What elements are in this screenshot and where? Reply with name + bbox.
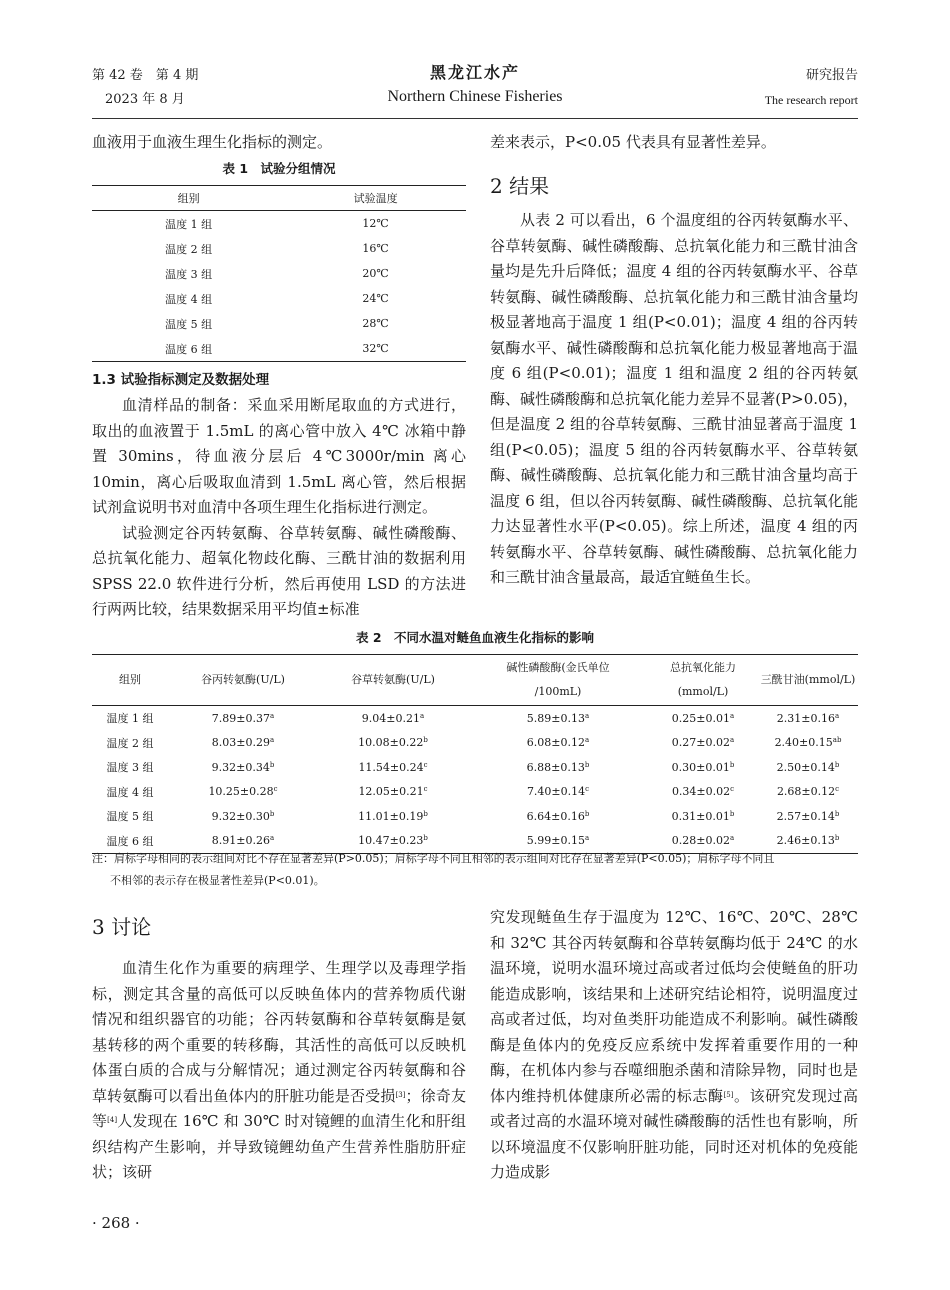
value: 7.89±0.37 <box>211 711 270 725</box>
table1-cell: 温度 2 组 <box>165 242 213 256</box>
value-cell <box>318 804 468 829</box>
table-row <box>92 731 858 756</box>
superscript: a <box>730 834 735 843</box>
value: 0.31±0.01 <box>671 809 730 823</box>
text-run: 究发现鲢鱼生存于温度为 12℃、16℃、20℃、28℃ 和 32℃ 其谷丙转氨酶和谷草转氨酶均低于 24℃ 的水温环境，说明水温环境过高或者过低均会使鲢鱼的肝功能造成影响，该结果和上述研究结论相符，说明温度过高或者过低，均对鱼类肝功能造成不利影响。碱性磷酸酶是鱼体内的免疫反应系统中发挥着重要作用的一种酶，在机体内参与吞噬细胞杀菌和清除异物，同时也是体内维持机体健康所必需的标志酶 <box>490 908 858 1105</box>
table2-header-tac <box>648 655 758 706</box>
value-cell <box>168 755 318 780</box>
value-cell <box>318 731 468 756</box>
value-cell <box>648 706 758 731</box>
value: 8.03±0.29 <box>211 736 270 750</box>
group-cell: 温度 5 组 <box>106 810 154 824</box>
header-line: (mmol/L) <box>677 685 729 698</box>
table-row <box>92 286 466 311</box>
header-line: /100mL) <box>534 685 582 698</box>
table-row <box>92 755 858 780</box>
value-cell <box>468 780 648 805</box>
table-row <box>92 236 466 261</box>
superscript: b <box>423 736 428 745</box>
superscript: b <box>834 760 840 769</box>
superscript: b <box>584 809 590 818</box>
value-cell <box>758 706 858 731</box>
subsection-heading: 1.3 试验指标测定及数据处理 <box>92 372 270 388</box>
superscript: c <box>730 785 735 794</box>
table-row <box>92 261 466 286</box>
table2-header-group: 组别 <box>92 655 168 706</box>
superscript: a <box>730 711 735 720</box>
table1-cell: 28℃ <box>362 317 389 330</box>
citation: [3] <box>395 1090 406 1099</box>
volume-issue: 第 42 卷 第 4 期 <box>92 68 199 83</box>
value: 5.99±0.15 <box>526 834 585 848</box>
table1-cell: 温度 6 组 <box>92 336 285 362</box>
value: 11.54±0.24 <box>358 760 424 774</box>
discussion-right <box>490 905 858 1186</box>
table2-header-alt: 谷丙转氨酶(U/L) <box>168 655 318 706</box>
superscript: c <box>835 785 840 794</box>
superscript: b <box>269 760 275 769</box>
superscript: c <box>423 760 428 769</box>
paragraph: 从表 2 可以看出，6 个温度组的谷丙转氨酶水平、谷草转氨酶、碱性磷酸酶、总抗氧化能力和三酰甘油含量均是先升后降低；温度 4 组的谷丙转氨酶水平、谷草转氨酶、碱性磷酸酶、总抗氧化能力和三酰甘油含量均极显著地高于温度 1 组(P<0.01)；温度 4 组的谷丙转氨酶水平、碱性磷酸酶和总抗氧化能力极显著地高于温度 6 组(P<0.01)；温度 1 组和温度 2 组的谷丙转氨酶、碱性磷酸酶和总抗氧化能力差异不显著(P>0.05)，但是温度 2 组的谷草转氨酶、三酰甘油显著高于温度 1 组(P<0.05)；温度 5 组的谷丙转氨酶水平、谷草转氨酶、碱性磷酸酶、总抗氧化能力和三酰甘油含量均高于温度 6 组，但以谷丙转氨酶、碱性磷酸酶、总抗氧化能力达显著性水平(P<0.05)。综上所述，温度 4 组的丙转氨酶水平、谷草转氨酶、碱性磷酸酶、总抗氧化能力和三酰甘油含量最高，最适宜鲢鱼生长。 <box>490 211 858 586</box>
value-cell <box>318 755 468 780</box>
table1-caption: 表 1 试验分组情况 <box>222 161 336 176</box>
superscript: a <box>585 711 590 720</box>
section-heading-results: 2 结果 <box>490 174 550 198</box>
value-cell <box>468 804 648 829</box>
table1-cell: 12℃ <box>362 217 389 230</box>
value: 5.89±0.13 <box>526 711 585 725</box>
value: 0.30±0.01 <box>671 760 730 774</box>
right-top-line: 差来表示，P<0.05 代表具有显著性差异。 <box>490 133 776 151</box>
value-cell <box>758 731 858 756</box>
text-run: 人发现在 16℃ 和 30℃ 时对镜鲤的血清生化和肝组织结构产生影响，并导致镜鲤幼鱼产生营养性脂肪肝症状；该研 <box>92 1112 466 1181</box>
value: 6.64±0.16 <box>526 809 585 823</box>
table2 <box>92 654 858 854</box>
value: 8.91±0.26 <box>211 834 270 848</box>
value-cell <box>758 755 858 780</box>
table1-cell: 32℃ <box>285 336 466 362</box>
value: 6.88±0.13 <box>526 760 585 774</box>
paragraph <box>92 956 466 1186</box>
superscript: a <box>835 711 840 720</box>
table1-cell: 温度 3 组 <box>165 267 213 281</box>
group-cell: 温度 3 组 <box>106 761 154 775</box>
superscript: b <box>269 809 275 818</box>
value: 10.47±0.23 <box>358 834 424 848</box>
table2-caption: 表 2 不同水温对鲢鱼血液生化指标的影响 <box>355 630 595 645</box>
value-cell <box>168 706 318 731</box>
value: 10.25±0.28 <box>208 785 274 799</box>
table1-cell: 24℃ <box>362 292 389 305</box>
superscript: b <box>729 760 735 769</box>
value: 9.32±0.34 <box>211 760 270 774</box>
group-cell: 温度 4 组 <box>106 785 154 799</box>
header-line: 总抗氧化能力 <box>670 661 736 674</box>
superscript: c <box>585 785 590 794</box>
value: 0.28±0.02 <box>671 834 730 848</box>
header-rule <box>92 118 858 119</box>
paragraph <box>490 905 858 1186</box>
superscript: b <box>834 809 840 818</box>
superscript: b <box>584 760 590 769</box>
superscript: a <box>585 736 590 745</box>
paragraph: 血清样品的制备：采血采用断尾取血的方式进行，取出的血液置于 1.5mL 的离心管中放入 4℃ 冰箱中静置 30mins，待血液分层后 4℃3000r/min 离心 10min，离心后吸取血清到 1.5mL 离心管，然后根据试剂盒说明书对血清中各项生理生化指标进行测定。 <box>92 396 466 516</box>
publication-date: 2023 年 8 月 <box>105 92 185 107</box>
superscript: a <box>270 711 275 720</box>
superscript: b <box>729 809 735 818</box>
left-top-body <box>92 393 466 623</box>
superscript: a <box>585 834 590 843</box>
discussion-left <box>92 956 466 1186</box>
table1 <box>92 185 466 362</box>
table1-header-group: 组别 <box>92 186 285 211</box>
table2-header-alp <box>468 655 648 706</box>
value: 2.50±0.14 <box>776 760 835 774</box>
value: 7.40±0.14 <box>526 785 586 799</box>
table2-header-ast: 谷草转氨酶(U/L) <box>318 655 468 706</box>
value-cell <box>468 731 648 756</box>
value: 0.27±0.02 <box>671 736 730 750</box>
value-cell <box>648 804 758 829</box>
note-line: 不相邻的表示存在极显著性差异(P<0.01)。 <box>110 874 325 887</box>
value: 0.25±0.01 <box>671 711 730 725</box>
table1-cell: 温度 5 组 <box>165 317 213 331</box>
value-cell <box>758 804 858 829</box>
table1-cell: 温度 1 组 <box>165 217 213 231</box>
results-body <box>490 208 858 591</box>
value: 2.40±0.15 <box>774 736 833 750</box>
page-number: · 268 · <box>92 1214 140 1232</box>
value: 11.01±0.19 <box>358 809 424 823</box>
value: 2.57±0.14 <box>776 809 835 823</box>
text-run: 。该研究发现过高或者过高的水温环境对碱性磷酸酶的活性也有影响，所以环境温度不仅影响肝脏功能，同时还对机体的免疫能力造成影 <box>490 1086 858 1181</box>
citation: [5] <box>723 1090 734 1099</box>
superscript: b <box>423 809 428 818</box>
value-cell <box>758 780 858 805</box>
superscript: a <box>270 736 275 745</box>
superscript: a <box>420 711 425 720</box>
table1-cell: 温度 4 组 <box>165 292 213 306</box>
value-cell <box>468 706 648 731</box>
group-cell: 温度 2 组 <box>106 736 154 750</box>
note-line: 注：肩标字母相同的表示组间对比不存在显著差异(P>0.05)；肩标字母不同且相邻的表示组间对比存在显著差异(P<0.05)；肩标字母不同且 <box>92 852 775 865</box>
value: 12.05±0.21 <box>358 785 424 799</box>
section-info <box>765 64 858 112</box>
value-cell <box>648 755 758 780</box>
table2-note <box>92 848 858 892</box>
citation: [4] <box>107 1116 118 1124</box>
superscript: c <box>423 785 428 794</box>
value-cell <box>318 706 468 731</box>
table2-header-tg: 三酰甘油(mmol/L) <box>758 655 858 706</box>
superscript: b <box>834 834 840 843</box>
table1-header-temp: 试验温度 <box>285 186 466 211</box>
value: 9.04±0.21 <box>361 711 420 725</box>
value-cell <box>168 780 318 805</box>
value-cell <box>468 755 648 780</box>
journal-title-en: Northern Chinese Fisheries <box>387 88 563 105</box>
value: 2.31±0.16 <box>776 711 835 725</box>
value: 10.08±0.22 <box>358 736 424 750</box>
group-cell: 温度 1 组 <box>106 712 154 726</box>
left-top-line: 血液用于血液生理生化指标的测定。 <box>92 133 333 151</box>
value: 0.34±0.02 <box>671 785 731 799</box>
table-row <box>92 804 858 829</box>
value: 2.46±0.13 <box>776 834 835 848</box>
section-en: The research report <box>764 93 858 107</box>
value-cell <box>168 731 318 756</box>
journal-title-cn: 黑龙江水产 <box>429 63 520 82</box>
table-row <box>92 336 466 362</box>
section-heading-discussion: 3 讨论 <box>92 915 152 939</box>
value: 6.08±0.12 <box>526 736 585 750</box>
table-row <box>92 211 466 237</box>
section-cn: 研究报告 <box>805 68 858 83</box>
table-row <box>92 780 858 805</box>
value: 9.32±0.30 <box>211 809 270 823</box>
value-cell <box>648 780 758 805</box>
value: 2.68±0.12 <box>776 785 836 799</box>
superscript: a <box>730 736 735 745</box>
value-cell <box>648 731 758 756</box>
table1-cell: 16℃ <box>362 242 389 255</box>
group-cell: 温度 6 组 <box>92 829 168 854</box>
superscript: ab <box>832 736 842 745</box>
table-row <box>92 311 466 336</box>
table1-cell: 20℃ <box>362 267 389 280</box>
value-cell <box>318 780 468 805</box>
superscript: a <box>270 834 275 843</box>
text-run: ；徐奇友等 <box>92 1086 466 1130</box>
value-cell <box>168 804 318 829</box>
text-run: 血清生化作为重要的病理学、生理学以及毒理学指标，测定其含量的高低可以反映鱼体内的营养物质代谢情况和组织器官的功能；谷丙转氨酶和谷草转氨酶是氨基转移的两个重要的转移酶，其活性的高低可以反映机体蛋白质的合成与分解情况；通过测定谷丙转氨酶和谷草转氨酶可以看出鱼体内的肝脏功能是否受损 <box>92 959 466 1105</box>
table-row <box>92 706 858 731</box>
superscript: c <box>273 785 278 794</box>
header-line: 碱性磷酸酶(金氏单位 <box>506 661 610 674</box>
paragraph: 试验测定谷丙转氨酶、谷草转氨酶、碱性磷酸酶、总抗氧化能力、超氧化物歧化酶、三酰甘油的数据利用 SPSS 22.0 软件进行分析，然后再使用 LSD 的方法进行两两比较，结果数据采用平均值±标准 <box>92 523 466 618</box>
superscript: b <box>423 834 428 843</box>
